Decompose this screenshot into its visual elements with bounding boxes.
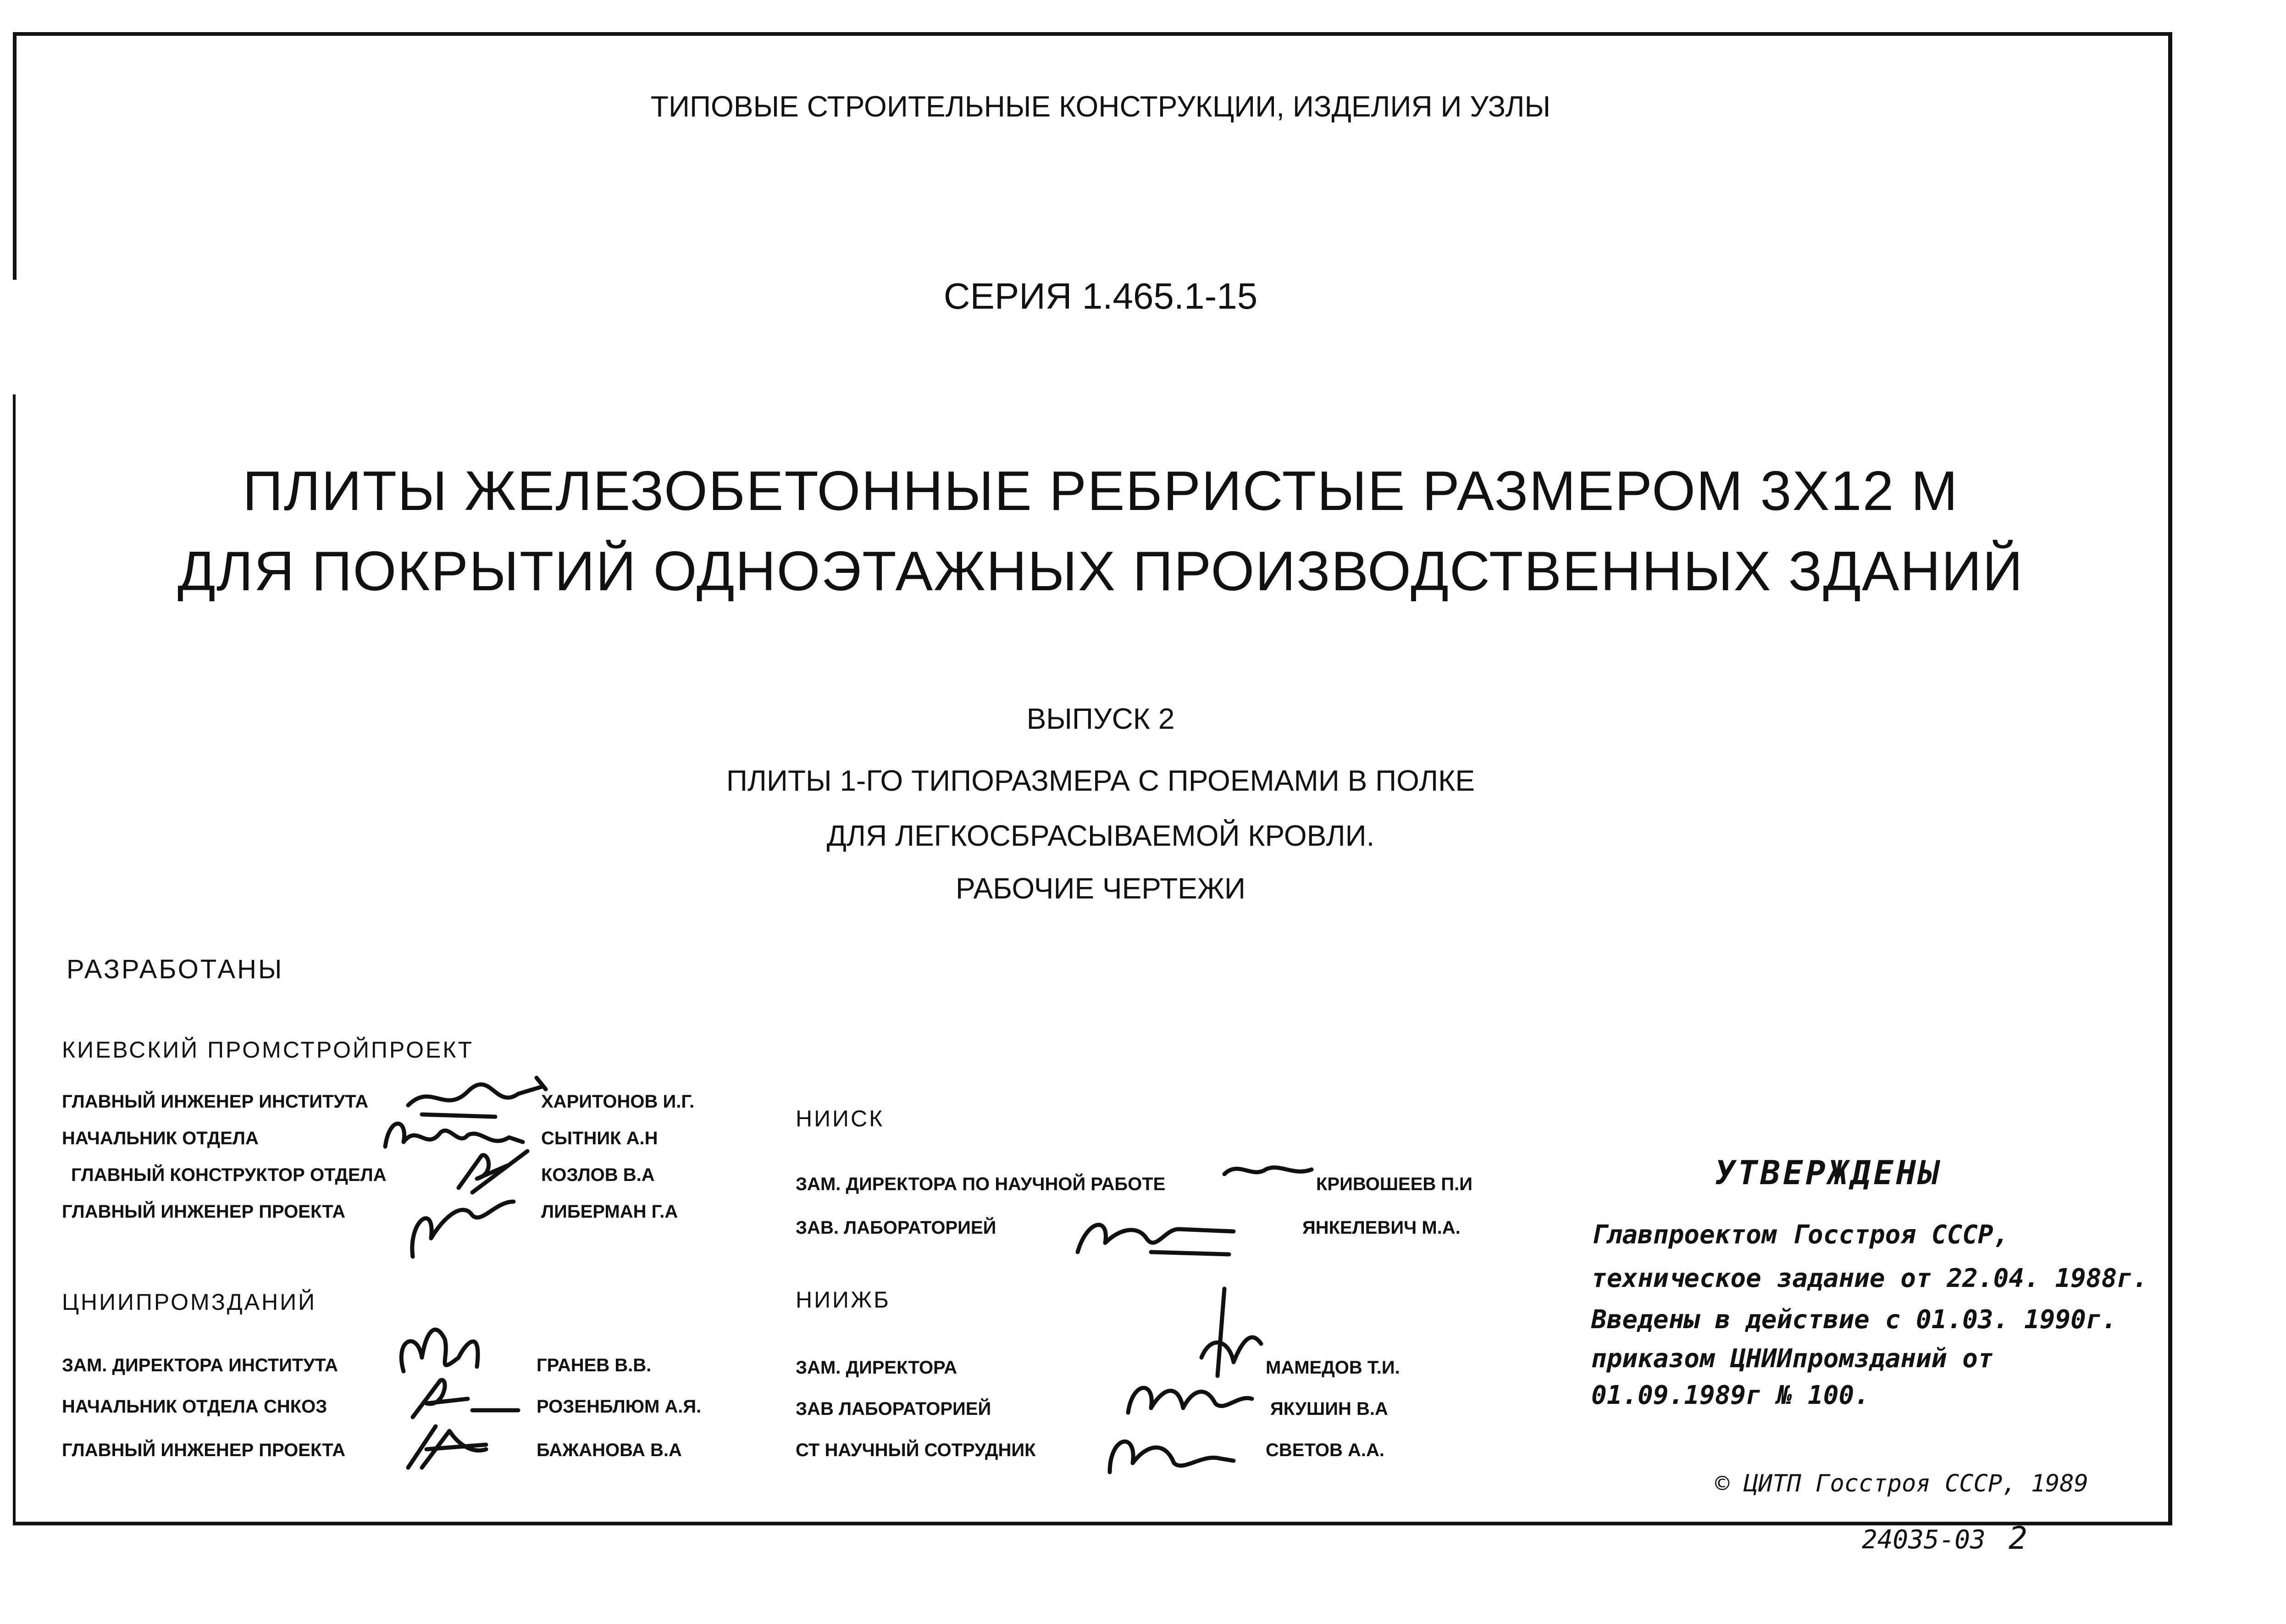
org-niizhb: НИИЖБ — [796, 1287, 891, 1313]
cniip-role-3: ГЛАВНЫЙ ИНЖЕНЕР ПРОЕКТА — [62, 1440, 346, 1460]
kiev-role-2: НАЧАЛЬНИК ОТДЕЛА — [62, 1128, 259, 1148]
org-niisk: НИИСК — [796, 1106, 885, 1131]
signature-liberman — [394, 1174, 523, 1266]
title-line-1: ПЛИТЫ ЖЕЛЕЗОБЕТОННЫЕ РЕБРИСТЫЕ РАЗМЕРОМ 3Х12 М — [243, 460, 1959, 522]
cniip-role-2: НАЧАЛЬНИК ОТДЕЛА СНКОЗ — [62, 1397, 327, 1417]
kiev-role-4: ГЛАВНЫЙ ИНЖЕНЕР ПРОЕКТА — [62, 1202, 346, 1222]
kiev-name-4: ЛИБЕРМАН Г.А — [541, 1202, 678, 1222]
niizhb-name-1: МАМЕДОВ Т.И. — [1266, 1358, 1400, 1378]
org-kiev: КИЕВСКИЙ ПРОМСТРОЙПРОЕКТ — [62, 1037, 474, 1063]
kiev-role-3: ГЛАВНЫЙ КОНСТРУКТОР ОТДЕЛА — [71, 1165, 387, 1185]
frame-left-edge-top — [13, 32, 17, 280]
niisk-role-1: ЗАМ. ДИРЕКТОРА ПО НАУЧНОЙ РАБОТЕ — [796, 1174, 1166, 1194]
approved-line-3: Введены в действие с 01.03. 1990г. — [1591, 1305, 2117, 1335]
approved-line-2: техническое задание от 22.04. 1988г. — [1591, 1264, 2148, 1293]
niisk-name-2: ЯНКЕЛЕВИЧ М.А. — [1302, 1218, 1461, 1238]
cniip-role-1: ЗАМ. ДИРЕКТОРА ИНСТИТУТА — [62, 1355, 338, 1375]
approved-line-5: 01.09.1989г № 100. — [1591, 1380, 1870, 1410]
kiev-name-1: ХАРИТОНОВ И.Г. — [541, 1092, 695, 1112]
kiev-name-3: КОЗЛОВ В.А — [541, 1165, 655, 1185]
cniip-name-3: БАЖАНОВА В.А — [537, 1440, 682, 1460]
niisk-role-2: ЗАВ. ЛАБОРАТОРИЕЙ — [796, 1218, 996, 1238]
signature-svetov — [1101, 1417, 1238, 1481]
series-number: СЕРИЯ 1.465.1-15 — [943, 276, 1258, 316]
copyright: © ЦИТП Госстроя СССР, 1989 — [1715, 1470, 2088, 1497]
approved-line-1: Главпроектом Госстроя СССР, — [1591, 1220, 2009, 1250]
cniip-name-1: ГРАНЕВ В.В. — [537, 1355, 652, 1375]
sheet-code: 24035-03 — [1862, 1525, 1986, 1555]
org-cniip: ЦНИИПРОМЗДАНИЙ — [62, 1289, 317, 1315]
issue-line-2: ДЛЯ ЛЕГКОСБРАСЫВАЕМОЙ КРОВЛИ. — [826, 819, 1375, 852]
sheet-page-number: 2 — [2009, 1520, 2027, 1557]
signature-yankelevich — [1068, 1202, 1243, 1261]
top-line: ТИПОВЫЕ СТРОИТЕЛЬНЫЕ КОНСТРУКЦИИ, ИЗДЕЛИЯ И УЗЛЫ — [650, 90, 1551, 123]
niizhb-name-2: ЯКУШИН В.А — [1270, 1399, 1388, 1419]
approved-heading: УТВЕРЖДЕНЫ — [1715, 1153, 1942, 1192]
kiev-role-1: ГЛАВНЫЙ ИНЖЕНЕР ИНСТИТУТА — [62, 1092, 369, 1112]
issue-number: ВЫПУСК 2 — [1026, 702, 1175, 735]
niizhb-role-1: ЗАМ. ДИРЕКТОРА — [796, 1358, 958, 1378]
approved-line-4: приказом ЦНИИпромзданий от — [1591, 1344, 1993, 1374]
title-line-2: ДЛЯ ПОКРЫТИЙ ОДНОЭТАЖНЫХ ПРОИЗВОДСТВЕННЫХ ЗДАНИЙ — [177, 540, 2024, 602]
signature-bazhanova — [394, 1417, 495, 1477]
niizhb-role-3: СТ НАУЧНЫЙ СОТРУДНИК — [796, 1440, 1036, 1460]
signature-krivosheev — [1220, 1156, 1321, 1192]
niisk-name-1: КРИВОШЕЕВ П.И — [1316, 1174, 1473, 1194]
cniip-name-2: РОЗЕНБЛЮМ А.Я. — [537, 1397, 702, 1417]
developed-heading: РАЗРАБОТАНЫ — [66, 954, 284, 984]
niizhb-name-3: СВЕТОВ А.А. — [1266, 1440, 1385, 1460]
niizhb-role-2: ЗАВ ЛАБОРАТОРИЕЙ — [796, 1399, 991, 1419]
kiev-name-2: СЫТНИК А.Н — [541, 1128, 658, 1148]
issue-line-1: ПЛИТЫ 1-ГО ТИПОРАЗМЕРА С ПРОЕМАМИ В ПОЛКЕ — [726, 764, 1475, 797]
issue-line-3: РАБОЧИЕ ЧЕРТЕЖИ — [956, 872, 1245, 905]
